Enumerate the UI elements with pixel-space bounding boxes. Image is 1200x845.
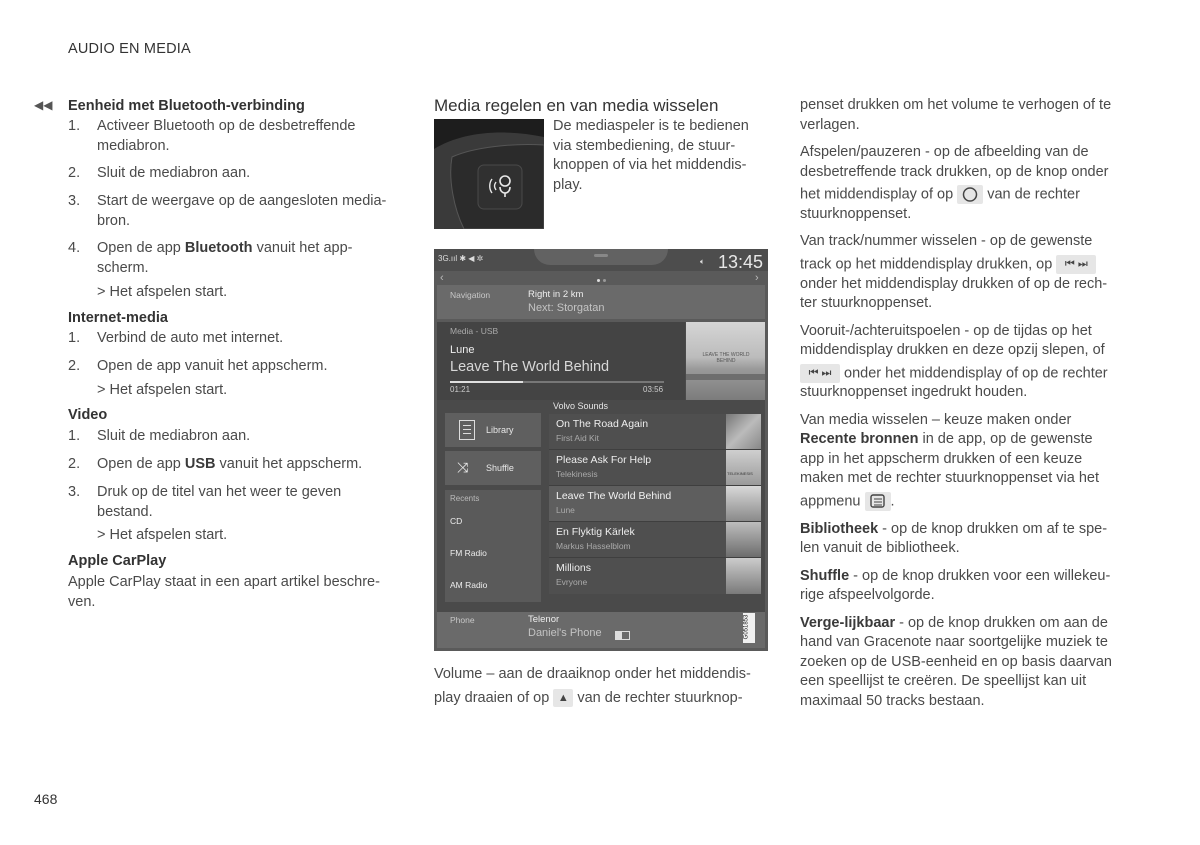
recents-panel: Recents CD FM Radio AM Radio [445, 490, 541, 602]
result-line: > Het afspelen start. [97, 382, 228, 398]
list-header: Volvo Sounds [553, 401, 609, 411]
status-bar-left: 3G.ııl ✱ ◀ ✲ [438, 254, 484, 263]
library-icon [459, 420, 475, 440]
battery-icon [615, 631, 630, 640]
prev-next-track-icon: ⏮ ⏭ [800, 364, 840, 383]
paragraph-library: Bibliotheek - op de knop drukken om af te spe- len vanuit de bibliotheek. [800, 520, 1108, 557]
chevron-left-icon[interactable]: ‹ [440, 272, 444, 284]
now-playing-title[interactable]: Leave The World Behind [450, 359, 610, 375]
album-art[interactable]: LEAVE THE WORLD BEHIND [686, 322, 765, 400]
app-menu-icon [865, 492, 891, 511]
shuffle-icon: ⤨ [457, 459, 469, 475]
volume-up-button-icon: ▲ [553, 689, 573, 707]
recent-item[interactable]: AM Radio [450, 580, 488, 590]
volume-icon: 🔈︎ [700, 257, 705, 266]
paragraph-shuffle: Shuffle - op de knop drukken voor een willekeu- rige afspeelvolgorde. [800, 567, 1111, 604]
section-title-carplay: Apple CarPlay [68, 553, 167, 569]
page-header: AUDIO EN MEDIA [68, 41, 191, 57]
figure-code: G051853 [743, 613, 755, 643]
section-title-internet: Internet-media [68, 310, 168, 326]
column-1: Eenheid met Bluetooth-verbinding 1. Activeer Bluetooth op de desbetreffende mediabron. 2. Sluit de mediabron aan. 3. Start de weergave op de aangesloten media- bron. 4. Open de app Bluetooth vanuit het app- scherm. > Het afspelen start. Internet-media 1. Verbind de auto met internet. 2. Open de app vanuit het appscherm. > Het afspelen start. Video 1. Sluit de mediabron aan. 2. Open de app USB vanuit het appscherm. 3. Druk op de titel van het weer te geven bestand. > Het afspelen start. Apple CarPlay Apple CarPlay staat in een apart artikel beschre- ven. [68, 97, 403, 657]
phone-tile[interactable]: Phone Telenor Daniel's Phone [437, 612, 765, 648]
continued-marker: ◀◀ [34, 98, 53, 112]
track-row[interactable]: On The Road Again First Aid Kit [549, 414, 761, 450]
track-row[interactable]: Millions Evryone [549, 558, 761, 594]
volume-text: Volume – aan de draaiknop onder het middendis- play draaien of op ▲ van de rechter stuurknop- [434, 666, 751, 706]
media-intro-text: De mediaspeler is te bedienen via stembediening, de stuur- knoppen of via het middendis- play. [553, 118, 749, 193]
paragraph-switch-media: Van media wisselen – keuze maken onder Recente bronnen in de app, op de gewenste app in het appscherm drukken of een keuze maken met de rechter stuurknoppenset via het appmenu . [800, 411, 1100, 510]
result-line: > Het afspelen start. [97, 527, 228, 543]
column-3 [800, 96, 1140, 711]
navigation-tile[interactable]: Navigation Right in 2 km Next: Storgatan [437, 285, 765, 319]
shuffle-button[interactable]: ⤨ Shuffle [445, 451, 541, 485]
paragraph-similar: Verge-lijkbaar - op de knop drukken om aan de hand van Gracenote naar soortgelijke muziek te zoeken op de USB-eenheid en op basis daarvan een speellijst te creëren. De speellijst kan uit maximaal 50 tracks bestaan. [800, 614, 1112, 709]
section-title-bluetooth: Eenheid met Bluetooth-verbinding [68, 98, 305, 114]
track-row[interactable]: En Flyktig Kärlek Markus Hasselblom [549, 522, 761, 558]
carplay-text: Apple CarPlay staat in een apart artikel beschre- ven. [68, 574, 380, 610]
result-line: > Het afspelen start. [97, 284, 228, 300]
paragraph-volume-cont: penset drukken om het volume te verhogen of te verlagen. [800, 97, 1112, 133]
section-title-video: Video [68, 407, 108, 423]
media-tile: Media - USB Lune Leave The World Behind 01:21 03:56 LEAVE THE WORLD BEHIND Library ⤨ Shuffle Recents CD FM Radio AM Radio Volvo Sounds On The Road Again First Aid Kit Please Ask For Help Telekinesis TELEKINESIS Leave The World Behind Lune En Flyktig Kärlek Markus Hasselblom Millions Evryone [437, 322, 765, 612]
clock: 13:45 [718, 252, 764, 272]
center-display-screenshot [434, 249, 768, 651]
section-heading-media: Media regelen en van media wisselen [434, 96, 719, 115]
circle-button-icon [957, 185, 983, 204]
chevron-right-icon[interactable]: › [755, 272, 759, 284]
paragraph-track-change: Van track/nummer wisselen - op de gewenste track op het middendisplay drukken, op ⏮ ⏭ onder het middendisplay drukken of op de rech- ter stuurknoppenset. [800, 233, 1108, 312]
track-row-selected[interactable]: Leave The World Behind Lune [549, 486, 761, 522]
steering-wheel-voice-button-image [434, 119, 544, 229]
track-list [549, 414, 761, 596]
recent-item[interactable]: FM Radio [450, 548, 487, 558]
library-button[interactable]: Library [445, 413, 541, 447]
prev-next-track-icon: ⏮ ⏭ [1056, 255, 1096, 274]
progress-fill [450, 381, 523, 383]
paragraph-seek: Vooruit-/achteruitspoelen - op de tijdas op het middendisplay drukken en deze opzij slepen, of ⏮ ⏭ onder het middendisplay of op de rechter stuurknoppenset ingedrukt houden. [800, 322, 1108, 401]
track-row[interactable]: Please Ask For Help Telekinesis TELEKINESIS [549, 450, 761, 486]
page-number: 468 [34, 791, 58, 807]
paragraph-play-pause: Afspelen/pauzeren - op de afbeelding van de desbetreffende track drukken, op de knop onder het middendisplay of op van de rechter stuurknoppenset. [800, 144, 1109, 222]
recent-item[interactable]: CD [450, 516, 463, 526]
